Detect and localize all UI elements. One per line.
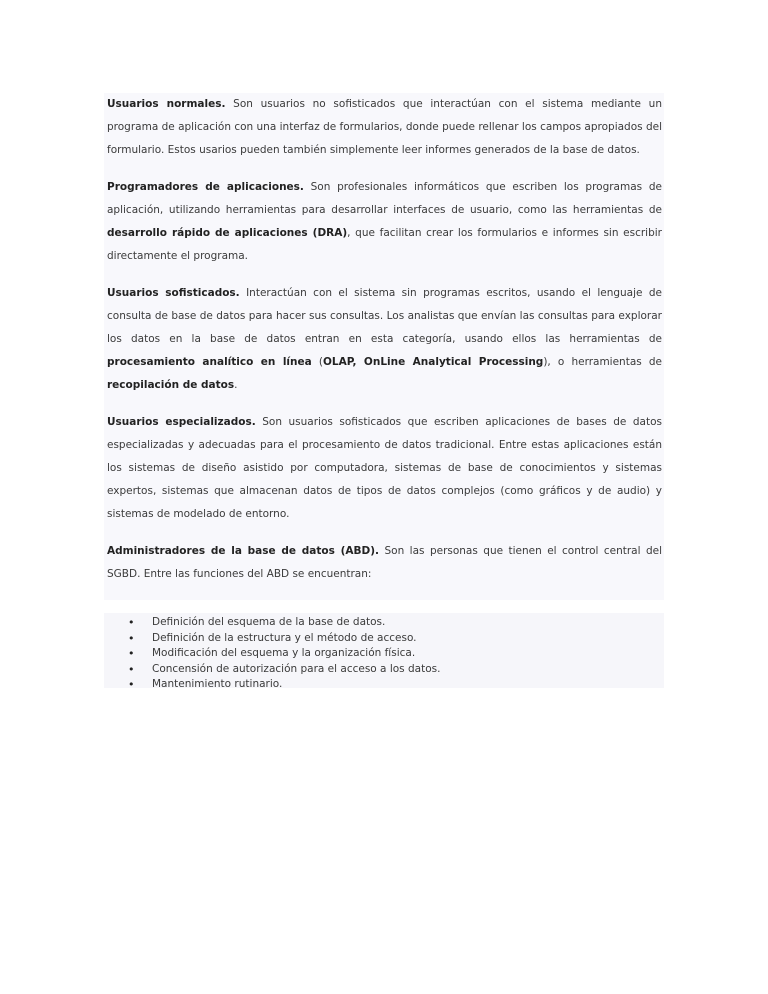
bold-term: desarrollo rápido de aplicaciones (DRA) <box>107 227 348 239</box>
paragraph-text: Interactúan con el sistema sin programas escritos, usando el lenguaje de consulta de base de datos para hacer sus consultas. Los analistas que envían las consultas para explorar los datos en la base de datos entran en esta categoría, usando ellos las herramientas de <box>107 287 663 345</box>
bold-term: Administradores de la base de datos (ABD). <box>107 545 380 557</box>
paragraph-text: Son profesionales informáticos que escriben los programas de aplicación, utilizando herramientas para desarrollar interfaces de usuario, como las herramientas de <box>107 181 662 216</box>
bold-term: Usuarios normales. <box>107 98 226 110</box>
paragraph <box>104 540 664 586</box>
paragraph-text: Son usuarios sofisticados que escriben aplicaciones de bases de datos especializadas y adecuadas para el procesamiento de datos tradicional. Entre estas aplicaciones están los sistemas de diseño asistido por computadora, sistemas de base de conocimientos y sistemas expertos, sistemas que almacenan datos de tipos de datos complejos (como gráficos y de audio) y sistemas de modelado de entorno. <box>107 416 662 520</box>
bold-term: Usuarios sofisticados. <box>107 287 240 299</box>
bullet-icon: • <box>128 616 135 629</box>
paragraph-text: , que facilitan crear los formularios e informes sin escribir directamente el programa. <box>107 227 662 262</box>
list-item <box>104 646 664 662</box>
bullet-icon: • <box>128 647 135 660</box>
paragraphs-block <box>104 93 664 600</box>
bullet-icon: • <box>128 662 135 676</box>
paragraph-text: ), o herramientas de <box>543 356 662 368</box>
list-item-text: Definición del esquema de la base de datos. <box>152 616 386 628</box>
abd-functions-list <box>104 613 664 691</box>
bullet-icon: • <box>128 631 135 645</box>
paragraph-text: ( <box>311 356 323 368</box>
bold-term: Usuarios especializados. <box>107 416 256 428</box>
paragraph-text: Son usuarios no sofisticados que interactúan con el sistema mediante un programa de aplicación con una interfaz de formularios, donde puede rellenar los campos apropiados del formulario. Estos usarios pueden también simplemente leer informes generados de la base de datos. <box>107 98 662 156</box>
paragraph-text: . <box>234 379 238 391</box>
list-item <box>104 615 664 631</box>
bold-term: recopilación de datos <box>107 379 235 391</box>
paragraph <box>104 411 664 526</box>
paragraph-text: Son las personas que tienen el control central del SGBD. Entre las funciones del ABD se encuentran: <box>107 545 662 580</box>
list-item-text: Concensión de autorización para el acceso a los datos. <box>152 662 441 675</box>
bold-term: procesamiento analítico en línea <box>107 356 312 368</box>
bold-term: Programadores de aplicaciones. <box>107 181 304 193</box>
bullet-icon: • <box>128 678 135 691</box>
list-item-text: Modificación del esquema y la organización física. <box>152 647 416 659</box>
list-item <box>104 631 664 647</box>
list-item-text: Definición de la estructura y el método de acceso. <box>152 631 417 644</box>
paragraph <box>104 176 664 268</box>
bold-term: OLAP, OnLine Analytical Processing <box>322 356 544 368</box>
list-item-text: Mantenimiento rutinario. <box>152 678 283 690</box>
paragraph <box>104 282 664 397</box>
list-item <box>104 677 664 693</box>
paragraph <box>104 93 664 162</box>
list-item <box>104 662 664 678</box>
